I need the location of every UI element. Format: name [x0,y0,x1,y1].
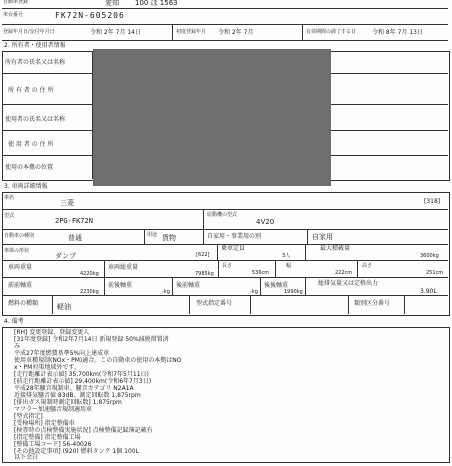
use-value: 貨物 [162,234,176,242]
name-code: [318] [424,198,441,205]
note-line: み [14,343,21,350]
rear-axle-label: 後前軸重 [176,282,201,289]
note-line: 使用車種規制(NOx・PM)適合。この自動車の使用の本拠はNO [14,357,182,364]
engine-value: 4V20 [256,218,275,226]
note-line: 平成27年度燃費基準5%向上達成車 [14,350,110,357]
note-line: [前走行距離計表示値] 29,400km(令和6年7月3日) [14,378,152,385]
first-year-label: 初度登録年月 [176,29,207,35]
length-label: 長さ [222,263,233,269]
fuel-label: 燃料の種類 [8,300,39,307]
width-label: 幅 [286,263,292,269]
note-line: [その他設定事項] (920) 燃料タンク 1個 100L [14,448,139,455]
name-label: 車名 [4,195,15,201]
note-line: [検査時の点検整備実施状況] 点検整備記録簿記載有 [14,427,153,434]
gross-label: 車両総重量 [108,264,139,271]
section2-title: 2. 所有者・使用者情報 [4,42,66,49]
first-year: 令和 2年 7月 [218,29,254,36]
gross-value: 7985kg [195,271,214,277]
use-label: 用途 [147,232,158,238]
note-line: [受検場所] 指定整備車 [14,420,75,427]
note-line: [走行距離計表示値] 35,700km(令和7年5月11日) [14,371,149,378]
first-reg: 令和 2年 7月 14日 [90,29,141,36]
engine-label: 原動機の型式 [207,212,238,218]
kind-label: 自動車の種別 [4,233,35,239]
class-label: 類別区分番号 [354,300,391,307]
base-location-label: 使用の本拠の位置 [5,164,54,171]
front2-axle-value: -kg [162,289,170,295]
private-value: 自家用 [312,233,333,241]
user-address-label: 使 用 者 の 住 所 [8,141,54,148]
weight-label: 車両重量 [8,264,33,271]
first-reg-label: 登録年月日/交付年月日 [3,29,55,35]
max-load-value: 3600kg [420,253,439,259]
private-label: 自家用・事業用の別 [207,233,262,240]
capacity-value: 3人 [282,253,291,259]
model-value: 2PG-FK72N [55,217,93,225]
height-label: 高さ [362,263,373,269]
displacement-label: 総排気量又は定格出力 [318,280,379,287]
plate-prefix: 愛知 [105,0,119,7]
rear2-axle-value: 1990kg [284,289,303,295]
front2-axle-label: 前後軸重 [108,282,133,289]
body-value: ダンプ [55,252,77,260]
note-line: [RH] 変更登録、登録変更人 [14,329,90,336]
height-value: 251cm [426,270,444,276]
plate-number: 100 ほ 1563 [135,0,178,7]
section3-title: 3. 車両詳細情報 [4,183,48,190]
rear-axle-value: -kg [250,289,258,295]
note-line: 平成28年騒音規制車、騒音カテゴリ N2A1A [14,385,134,392]
body-label: 車体の形状 [4,248,30,254]
owner-address-label: 所 有 者 の 住 所 [8,87,54,94]
cat-label: 型式指定番号 [196,300,233,307]
note-line: マフラー加速騒音規制適用車 [14,406,93,413]
note-line: 近接排気騒音値 83dB、測定回転数 1,875rpm [14,392,141,399]
model-label: 型式 [4,213,15,219]
expiry-label: 有効期間の満了する日 [306,29,357,35]
rear2-axle-label: 後後軸重 [264,282,289,289]
displacement-value: 3.90L [420,288,437,295]
header-fragment: 自動車登録 [3,0,29,5]
note-line: 以下余白 [14,454,39,461]
user-name-label: 使用者の氏名又は名称 [5,116,66,123]
note-line: [整備工場コード] 56-40026 [14,441,92,448]
width-value: 222cm [335,270,353,276]
front-axle-value: 2230kg [80,289,99,295]
front-axle-label: 前前軸重 [8,282,33,289]
redacted-block [93,49,331,186]
expiry: 令和 8年 7月 13日 [372,29,423,36]
max-load-label: 最大積載量 [320,245,351,252]
note-line: x・PM対策地域外です。 [14,364,80,371]
vehicle-name: 三菱 [60,199,74,207]
body-code: [622] [196,252,210,258]
owner-name-label: 所有者の氏名又は名称 [5,59,66,66]
fuel-value: 軽油 [57,303,71,311]
note-line: [指定整備] 指定整備工場 [14,434,81,441]
vehicle-id-label: 車台番号 [3,12,24,18]
vehicle-id: FK72N-605206 [55,11,125,20]
capacity-label: 乗車定員 [221,245,246,252]
weight-value: 4220kg [80,271,99,277]
note-line: [31年度登録] 令和2年7月14日 新規登録 50%減税措置済 [14,336,169,343]
length-value: 536cm [252,270,270,276]
note-line: [型式指定] [14,413,43,420]
notes-title: 4. 備考 [4,318,24,325]
note-line: [排出ガス規制時測定回転数] 1,875rpm [14,399,122,406]
kind-value: 普通 [68,234,82,242]
